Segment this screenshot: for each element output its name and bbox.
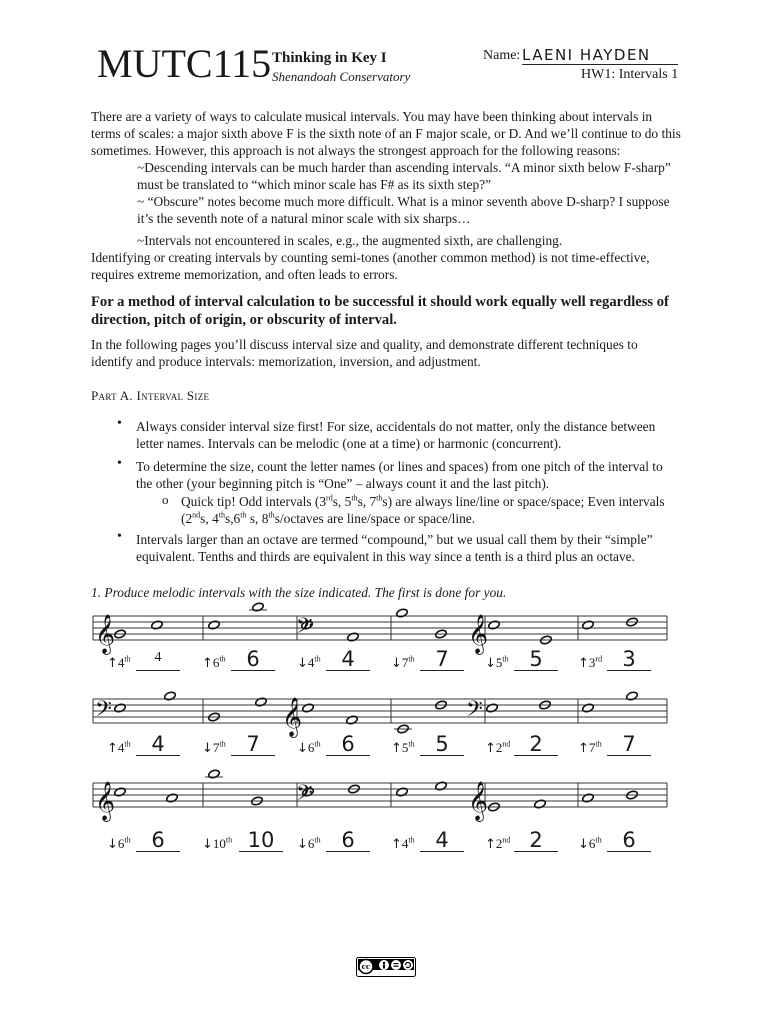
interval-number: 4 bbox=[401, 836, 409, 851]
ordinal-suffix: th bbox=[124, 654, 131, 664]
arrow-down-icon: ↓ bbox=[107, 837, 118, 852]
answer-field[interactable]: 7 bbox=[231, 733, 275, 756]
ordinal-suffix: th bbox=[408, 654, 415, 664]
course-title: Thinking in Key I bbox=[272, 50, 387, 66]
size-bullet: Always consider interval size first! For size, accidentals do not matter, only the distance between letter names. Intervals can be melodic (one at a time) or harmonic (concurrent). bbox=[136, 419, 656, 451]
ordinal-suffix: nd bbox=[502, 835, 511, 845]
interval-number: 2 bbox=[495, 836, 503, 851]
answer-field[interactable]: 2 bbox=[514, 829, 558, 852]
interval-number: 7 bbox=[588, 740, 596, 755]
interval-prompt bbox=[107, 836, 131, 852]
arrow-down-icon: ↓ bbox=[578, 837, 589, 852]
interval-prompt bbox=[578, 836, 602, 852]
interval-number: 6 bbox=[117, 836, 125, 851]
interval-prompt bbox=[578, 740, 602, 756]
answer-field[interactable]: 6 bbox=[607, 829, 651, 852]
arrow-up-icon: ↑ bbox=[578, 656, 589, 671]
answer-field[interactable]: 4 bbox=[136, 648, 180, 671]
interval-number: 4 bbox=[117, 740, 125, 755]
interval-prompt bbox=[202, 740, 226, 756]
course-code: MUTC115 bbox=[97, 41, 272, 86]
quick-tip: Quick tip! Odd intervals (3rds, 5ths, 7ths) are always line/line or space/space; Even intervals (2nds, 4ths,6th s, 8ths/octaves are line/space or space/line. bbox=[181, 493, 665, 526]
reason-unscaled: ~Intervals not encountered in scales, e.g., the augmented sixth, are challenging. bbox=[137, 233, 563, 248]
arrow-up-icon: ↑ bbox=[107, 741, 118, 756]
ordinal-suffix: rd bbox=[595, 654, 603, 664]
whole-note bbox=[166, 793, 179, 803]
interval-number: 5 bbox=[401, 740, 409, 755]
whole-note bbox=[486, 703, 499, 713]
interval-number: 7 bbox=[212, 740, 220, 755]
exercise-instructions: 1. Produce melodic intervals with the size indicated. The first is done for you. bbox=[91, 585, 507, 600]
whole-note bbox=[151, 620, 164, 630]
ordinal-suffix: th bbox=[502, 654, 509, 664]
answer-field[interactable]: 3 bbox=[607, 648, 651, 671]
answer-field[interactable]: 7 bbox=[420, 648, 464, 671]
ordinal-suffix: th bbox=[124, 835, 131, 845]
whole-note bbox=[582, 620, 595, 630]
ordinal-suffix: th bbox=[595, 835, 602, 845]
whole-note bbox=[396, 787, 409, 797]
intro-paragraph: There are a variety of ways to calculate musical intervals. You may have been thinking about intervals in terms of scales: a major sixth above F is the sixth note of an F major scale, or D. And we’ll continue to do this sometimes. However, this approach is not always the strongest approach for the following reasons: bbox=[91, 109, 681, 158]
interval-prompt bbox=[297, 655, 321, 671]
whole-note bbox=[582, 793, 595, 803]
interval-prompt bbox=[578, 655, 602, 671]
ordinal-suffix: th bbox=[314, 835, 321, 845]
bass-clef-icon: 𝄢 bbox=[296, 781, 313, 811]
whole-note bbox=[626, 691, 639, 701]
interval-number: 10 bbox=[212, 836, 226, 851]
ordinal-suffix: th bbox=[314, 654, 321, 664]
ordinal-suffix: th bbox=[219, 654, 226, 664]
ordinal-suffix: th bbox=[408, 835, 415, 845]
whole-note bbox=[534, 799, 547, 809]
answer-field[interactable]: 6 bbox=[231, 648, 275, 671]
assignment-title: HW1: Intervals 1 bbox=[581, 67, 679, 82]
answer-field[interactable]: 5 bbox=[514, 648, 558, 671]
interval-number: 7 bbox=[401, 655, 409, 670]
bullet: • bbox=[117, 416, 122, 431]
arrow-down-icon: ↓ bbox=[297, 656, 308, 671]
answer-field[interactable]: 10 bbox=[239, 829, 283, 852]
whole-note bbox=[394, 724, 412, 734]
ordinal-suffix: th bbox=[595, 739, 602, 749]
whole-note bbox=[114, 703, 127, 713]
interval-number: 6 bbox=[212, 655, 220, 670]
interval-prompt bbox=[391, 655, 415, 671]
interval-number: 5 bbox=[495, 655, 503, 670]
answer-field[interactable]: 6 bbox=[136, 829, 180, 852]
arrow-down-icon: ↓ bbox=[391, 656, 402, 671]
interval-prompt bbox=[202, 655, 226, 671]
semitone-paragraph: Identifying or creating intervals by counting semi-tones (another common method) is not time-effective, requires extreme memorization, and often leads to errors. bbox=[91, 250, 650, 282]
arrow-up-icon: ↑ bbox=[202, 656, 213, 671]
whole-note bbox=[249, 602, 267, 612]
bass-clef-icon: 𝄢 bbox=[466, 697, 483, 727]
treble-clef-icon: 𝄞 bbox=[468, 781, 489, 821]
answer-field[interactable]: 6 bbox=[326, 733, 370, 756]
compound-bullet: Intervals larger than an octave are termed “compound,” but we usual call them by their “simple” equivalent. Tenths and thirds are equivalent in this way since a tenth is a third plus an octave. bbox=[136, 532, 653, 564]
interval-prompt bbox=[485, 740, 510, 756]
interval-prompt bbox=[107, 740, 131, 756]
interval-prompt bbox=[485, 655, 509, 671]
interval-prompt bbox=[107, 655, 131, 671]
answer-field[interactable]: 7 bbox=[607, 733, 651, 756]
interval-number: 6 bbox=[307, 740, 315, 755]
interval-prompt bbox=[297, 836, 321, 852]
interval-prompt bbox=[202, 836, 232, 852]
answer-field[interactable]: 6 bbox=[326, 829, 370, 852]
school-name: Shenandoah Conservatory bbox=[272, 69, 411, 84]
arrow-up-icon: ↑ bbox=[391, 837, 402, 852]
interval-number: 6 bbox=[588, 836, 596, 851]
interval-number: 2 bbox=[495, 740, 503, 755]
answer-field[interactable]: 4 bbox=[136, 733, 180, 756]
arrow-down-icon: ↓ bbox=[297, 741, 308, 756]
ordinal-suffix: th bbox=[124, 739, 131, 749]
ordinal-suffix: th bbox=[225, 835, 233, 845]
answer-field[interactable]: 2 bbox=[514, 733, 558, 756]
arrow-up-icon: ↑ bbox=[107, 656, 118, 671]
name-field[interactable]: LAENI HAYDEN bbox=[522, 46, 678, 65]
overview-paragraph: In the following pages you’ll discuss interval size and quality, and demonstrate different techniques to identify and produce intervals: memorization, inversion, and adjustment. bbox=[91, 337, 638, 369]
ordinal-suffix: th bbox=[408, 739, 415, 749]
interval-number: 4 bbox=[307, 655, 315, 670]
whole-note bbox=[208, 620, 221, 630]
interval-number: 6 bbox=[307, 836, 315, 851]
key-principle: For a method of interval calculation to be successful it should work equally well regardless of direction, pitch of origin, or obscurity of interval. bbox=[91, 294, 669, 328]
ordinal-suffix: th bbox=[314, 739, 321, 749]
arrow-up-icon: ↑ bbox=[485, 837, 496, 852]
whole-note bbox=[255, 697, 268, 707]
sub-bullet: o bbox=[162, 492, 169, 507]
bullet: • bbox=[117, 456, 122, 471]
whole-note bbox=[346, 715, 359, 725]
interval-prompt bbox=[391, 740, 415, 756]
whole-note bbox=[435, 781, 448, 791]
arrow-up-icon: ↑ bbox=[391, 741, 402, 756]
staff bbox=[93, 769, 667, 822]
counting-bullet: To determine the size, count the letter names (or lines and spaces) from one pitch of the interval to the other (your beginning pitch is “One” – always count it and the last pitch). bbox=[136, 459, 663, 491]
treble-clef-icon: 𝄞 bbox=[95, 614, 116, 654]
bass-clef-icon: 𝄢 bbox=[95, 697, 112, 727]
part-a-heading: Part A. Interval Size bbox=[91, 388, 210, 403]
treble-clef-icon: 𝄞 bbox=[468, 614, 489, 654]
arrow-down-icon: ↓ bbox=[202, 741, 213, 756]
whole-note bbox=[488, 620, 501, 630]
arrow-up-icon: ↑ bbox=[578, 741, 589, 756]
interval-prompt bbox=[297, 740, 321, 756]
arrow-up-icon: ↑ bbox=[485, 741, 496, 756]
reason-obscure: ~ “Obscure” notes become much more difficult. What is a minor seventh above D-sharp? I suppose it’s the seventh note of a natural minor scale with six sharps… bbox=[137, 194, 670, 226]
answer-field[interactable]: 4 bbox=[326, 648, 370, 671]
interval-number: 3 bbox=[588, 655, 596, 670]
creative-commons-by-sa-icon bbox=[356, 957, 416, 977]
whole-note bbox=[164, 691, 177, 701]
bass-clef-icon: 𝄢 bbox=[296, 614, 313, 644]
bullet: • bbox=[117, 529, 122, 544]
arrow-down-icon: ↓ bbox=[202, 837, 213, 852]
treble-clef-icon: 𝄞 bbox=[95, 781, 116, 821]
cc-logo-text: cc bbox=[361, 962, 371, 972]
answer-field[interactable]: 4 bbox=[420, 829, 464, 852]
interval-prompt bbox=[391, 836, 415, 852]
ordinal-suffix: nd bbox=[502, 739, 511, 749]
ordinal-suffix: th bbox=[219, 739, 226, 749]
whole-note bbox=[205, 769, 223, 779]
answer-field[interactable]: 5 bbox=[420, 733, 464, 756]
whole-note bbox=[396, 608, 409, 618]
interval-prompt bbox=[485, 836, 510, 852]
arrow-down-icon: ↓ bbox=[297, 837, 308, 852]
arrow-down-icon: ↓ bbox=[485, 656, 496, 671]
whole-note bbox=[582, 703, 595, 713]
whole-note bbox=[114, 787, 127, 797]
reason-descending: ~Descending intervals can be much harder than ascending intervals. “A minor sixth below F-sharp” must be translated to “which minor scale has F# as its sixth step?” bbox=[137, 160, 671, 192]
name-label: Name: bbox=[483, 48, 521, 63]
whole-note bbox=[302, 703, 315, 713]
interval-number: 4 bbox=[117, 655, 125, 670]
staff bbox=[93, 691, 667, 738]
treble-clef-icon: 𝄞 bbox=[282, 697, 303, 737]
whole-note bbox=[347, 632, 360, 642]
